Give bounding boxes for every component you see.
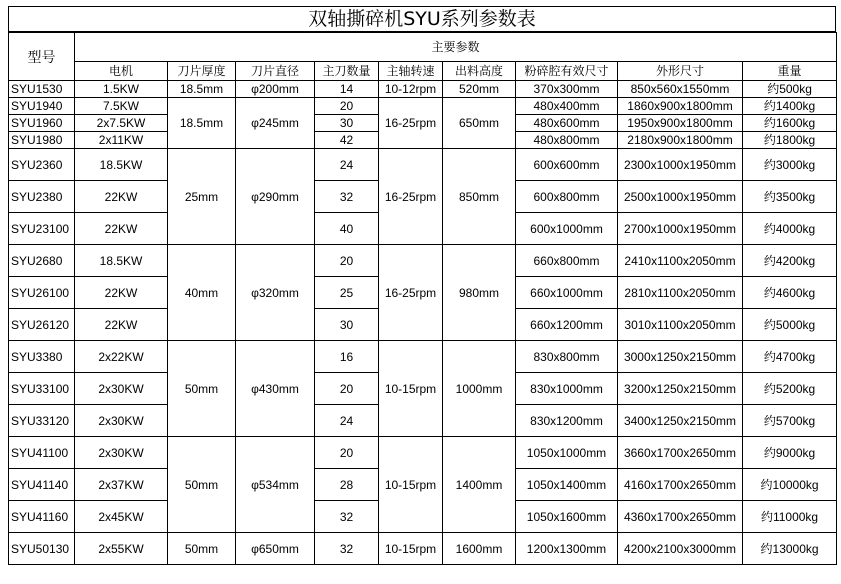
cell-shaft-speed: 10-15rpm bbox=[379, 437, 443, 533]
cell-blade-count: 32 bbox=[315, 501, 379, 533]
cell-chamber-size: 1050x1000mm bbox=[516, 437, 618, 469]
cell-chamber-size: 830x1000mm bbox=[516, 373, 618, 405]
cell-blade-count: 20 bbox=[315, 245, 379, 277]
cell-overall-dimensions: 3000x1250x2150mm bbox=[618, 341, 743, 373]
header-blade-count: 主刀数量 bbox=[315, 62, 379, 81]
cell-model: SYU50130 bbox=[9, 533, 75, 565]
header-motor: 电机 bbox=[75, 62, 168, 81]
cell-blade-count: 30 bbox=[315, 309, 379, 341]
cell-motor: 1.5KW bbox=[75, 81, 168, 98]
table-title: 双轴撕碎机SYU系列参数表 bbox=[8, 6, 836, 32]
cell-discharge-height: 520mm bbox=[443, 81, 516, 98]
spec-table bbox=[8, 32, 837, 565]
header-model: 型号 bbox=[9, 33, 75, 81]
cell-overall-dimensions: 2300x1000x1950mm bbox=[618, 149, 743, 181]
cell-overall-dimensions: 3200x1250x2150mm bbox=[618, 373, 743, 405]
cell-shaft-speed: 16-25rpm bbox=[379, 149, 443, 245]
cell-model: SYU2380 bbox=[9, 181, 75, 213]
cell-blade-diameter: φ200mm bbox=[236, 81, 315, 98]
cell-shaft-speed: 10-15rpm bbox=[379, 341, 443, 437]
table-row bbox=[9, 149, 837, 181]
table-row bbox=[9, 245, 837, 277]
cell-chamber-size: 660x800mm bbox=[516, 245, 618, 277]
cell-model: SYU1940 bbox=[9, 98, 75, 115]
cell-chamber-size: 1050x1400mm bbox=[516, 469, 618, 501]
table-row bbox=[9, 437, 837, 469]
cell-blade-count: 42 bbox=[315, 132, 379, 149]
cell-blade-diameter: φ650mm bbox=[236, 533, 315, 565]
cell-blade-count: 16 bbox=[315, 341, 379, 373]
cell-chamber-size: 660x1000mm bbox=[516, 277, 618, 309]
cell-model: SYU2360 bbox=[9, 149, 75, 181]
cell-blade-thickness: 40mm bbox=[168, 245, 236, 341]
cell-blade-count: 20 bbox=[315, 437, 379, 469]
cell-weight: 约5700kg bbox=[743, 405, 837, 437]
cell-weight: 约5000kg bbox=[743, 309, 837, 341]
table-row bbox=[9, 341, 837, 373]
cell-model: SYU33120 bbox=[9, 405, 75, 437]
cell-motor: 22KW bbox=[75, 213, 168, 245]
cell-chamber-size: 480x400mm bbox=[516, 98, 618, 115]
cell-discharge-height: 1000mm bbox=[443, 341, 516, 437]
cell-chamber-size: 1200x1300mm bbox=[516, 533, 618, 565]
cell-blade-count: 14 bbox=[315, 81, 379, 98]
table-row bbox=[9, 533, 837, 565]
cell-chamber-size: 600x600mm bbox=[516, 149, 618, 181]
cell-blade-count: 25 bbox=[315, 277, 379, 309]
cell-discharge-height: 980mm bbox=[443, 245, 516, 341]
cell-overall-dimensions: 3660x1700x2650mm bbox=[618, 437, 743, 469]
cell-chamber-size: 370x300mm bbox=[516, 81, 618, 98]
cell-chamber-size: 830x800mm bbox=[516, 341, 618, 373]
cell-overall-dimensions: 2700x1000x1950mm bbox=[618, 213, 743, 245]
cell-blade-count: 30 bbox=[315, 115, 379, 132]
cell-blade-diameter: φ245mm bbox=[236, 98, 315, 149]
cell-chamber-size: 480x600mm bbox=[516, 115, 618, 132]
header-main-params: 主要参数 bbox=[75, 33, 837, 62]
cell-blade-diameter: φ320mm bbox=[236, 245, 315, 341]
cell-blade-thickness: 25mm bbox=[168, 149, 236, 245]
cell-weight: 约3000kg bbox=[743, 149, 837, 181]
cell-blade-diameter: φ290mm bbox=[236, 149, 315, 245]
cell-motor: 7.5KW bbox=[75, 98, 168, 115]
cell-motor: 2x45KW bbox=[75, 501, 168, 533]
cell-overall-dimensions: 1860x900x1800mm bbox=[618, 98, 743, 115]
cell-blade-count: 20 bbox=[315, 373, 379, 405]
cell-chamber-size: 600x1000mm bbox=[516, 213, 618, 245]
cell-blade-count: 32 bbox=[315, 181, 379, 213]
header-discharge-height: 出料高度 bbox=[443, 62, 516, 81]
cell-model: SYU2680 bbox=[9, 245, 75, 277]
cell-model: SYU1530 bbox=[9, 81, 75, 98]
cell-blade-count: 32 bbox=[315, 533, 379, 565]
cell-motor: 22KW bbox=[75, 181, 168, 213]
cell-weight: 约13000kg bbox=[743, 533, 837, 565]
cell-weight: 约10000kg bbox=[743, 469, 837, 501]
cell-chamber-size: 830x1200mm bbox=[516, 405, 618, 437]
cell-motor: 22KW bbox=[75, 277, 168, 309]
cell-discharge-height: 1600mm bbox=[443, 533, 516, 565]
cell-blade-count: 28 bbox=[315, 469, 379, 501]
cell-model: SYU41140 bbox=[9, 469, 75, 501]
cell-weight: 约9000kg bbox=[743, 437, 837, 469]
cell-blade-thickness: 50mm bbox=[168, 437, 236, 533]
cell-overall-dimensions: 4160x1700x2650mm bbox=[618, 469, 743, 501]
cell-model: SYU26100 bbox=[9, 277, 75, 309]
cell-weight: 约3500kg bbox=[743, 181, 837, 213]
cell-motor: 18.5KW bbox=[75, 149, 168, 181]
cell-blade-count: 24 bbox=[315, 149, 379, 181]
cell-shaft-speed: 10-15rpm bbox=[379, 533, 443, 565]
cell-motor: 22KW bbox=[75, 309, 168, 341]
cell-blade-thickness: 50mm bbox=[168, 341, 236, 437]
cell-weight: 约4200kg bbox=[743, 245, 837, 277]
header-blade-diameter: 刀片直径 bbox=[236, 62, 315, 81]
cell-motor: 2x30KW bbox=[75, 437, 168, 469]
cell-overall-dimensions: 3400x1250x2150mm bbox=[618, 405, 743, 437]
cell-overall-dimensions: 850x560x1550mm bbox=[618, 81, 743, 98]
cell-model: SYU1960 bbox=[9, 115, 75, 132]
table-row bbox=[9, 81, 837, 98]
cell-motor: 2x30KW bbox=[75, 373, 168, 405]
cell-weight: 约1800kg bbox=[743, 132, 837, 149]
table-row bbox=[9, 98, 837, 115]
cell-model: SYU33100 bbox=[9, 373, 75, 405]
header-chamber-size: 粉碎腔有效尺寸 bbox=[516, 62, 618, 81]
cell-overall-dimensions: 1950x900x1800mm bbox=[618, 115, 743, 132]
cell-model: SYU3380 bbox=[9, 341, 75, 373]
cell-blade-diameter: φ430mm bbox=[236, 341, 315, 437]
cell-motor: 2x7.5KW bbox=[75, 115, 168, 132]
cell-weight: 约500kg bbox=[743, 81, 837, 98]
cell-chamber-size: 600x800mm bbox=[516, 181, 618, 213]
cell-model: SYU23100 bbox=[9, 213, 75, 245]
cell-chamber-size: 660x1200mm bbox=[516, 309, 618, 341]
cell-overall-dimensions: 4360x1700x2650mm bbox=[618, 501, 743, 533]
cell-overall-dimensions: 3010x1100x2050mm bbox=[618, 309, 743, 341]
header-shaft-speed: 主轴转速 bbox=[379, 62, 443, 81]
cell-motor: 18.5KW bbox=[75, 245, 168, 277]
cell-weight: 约4700kg bbox=[743, 341, 837, 373]
cell-shaft-speed: 16-25rpm bbox=[379, 245, 443, 341]
cell-blade-thickness: 18.5mm bbox=[168, 98, 236, 149]
cell-chamber-size: 1050x1600mm bbox=[516, 501, 618, 533]
cell-weight: 约1600kg bbox=[743, 115, 837, 132]
cell-motor: 2x22KW bbox=[75, 341, 168, 373]
header-overall-dimensions: 外形尺寸 bbox=[618, 62, 743, 81]
cell-overall-dimensions: 2180x900x1800mm bbox=[618, 132, 743, 149]
cell-motor: 2x30KW bbox=[75, 405, 168, 437]
cell-overall-dimensions: 4200x2100x3000mm bbox=[618, 533, 743, 565]
cell-model: SYU26120 bbox=[9, 309, 75, 341]
cell-model: SYU1980 bbox=[9, 132, 75, 149]
cell-motor: 2x55KW bbox=[75, 533, 168, 565]
cell-weight: 约4600kg bbox=[743, 277, 837, 309]
cell-discharge-height: 850mm bbox=[443, 149, 516, 245]
cell-model: SYU41160 bbox=[9, 501, 75, 533]
cell-shaft-speed: 10-12rpm bbox=[379, 81, 443, 98]
cell-blade-diameter: φ534mm bbox=[236, 437, 315, 533]
cell-blade-count: 40 bbox=[315, 213, 379, 245]
cell-blade-thickness: 18.5mm bbox=[168, 81, 236, 98]
header-weight: 重量 bbox=[743, 62, 837, 81]
cell-weight: 约5200kg bbox=[743, 373, 837, 405]
cell-chamber-size: 480x800mm bbox=[516, 132, 618, 149]
cell-blade-thickness: 50mm bbox=[168, 533, 236, 565]
cell-discharge-height: 650mm bbox=[443, 98, 516, 149]
cell-overall-dimensions: 2500x1000x1950mm bbox=[618, 181, 743, 213]
cell-motor: 2x11KW bbox=[75, 132, 168, 149]
cell-model: SYU41100 bbox=[9, 437, 75, 469]
cell-discharge-height: 1400mm bbox=[443, 437, 516, 533]
header-blade-thickness: 刀片厚度 bbox=[168, 62, 236, 81]
cell-weight: 约1400kg bbox=[743, 98, 837, 115]
cell-overall-dimensions: 2810x1100x2050mm bbox=[618, 277, 743, 309]
cell-overall-dimensions: 2410x1100x2050mm bbox=[618, 245, 743, 277]
cell-blade-count: 20 bbox=[315, 98, 379, 115]
cell-motor: 2x37KW bbox=[75, 469, 168, 501]
cell-blade-count: 24 bbox=[315, 405, 379, 437]
cell-weight: 约4000kg bbox=[743, 213, 837, 245]
cell-shaft-speed: 16-25rpm bbox=[379, 98, 443, 149]
cell-weight: 约11000kg bbox=[743, 501, 837, 533]
